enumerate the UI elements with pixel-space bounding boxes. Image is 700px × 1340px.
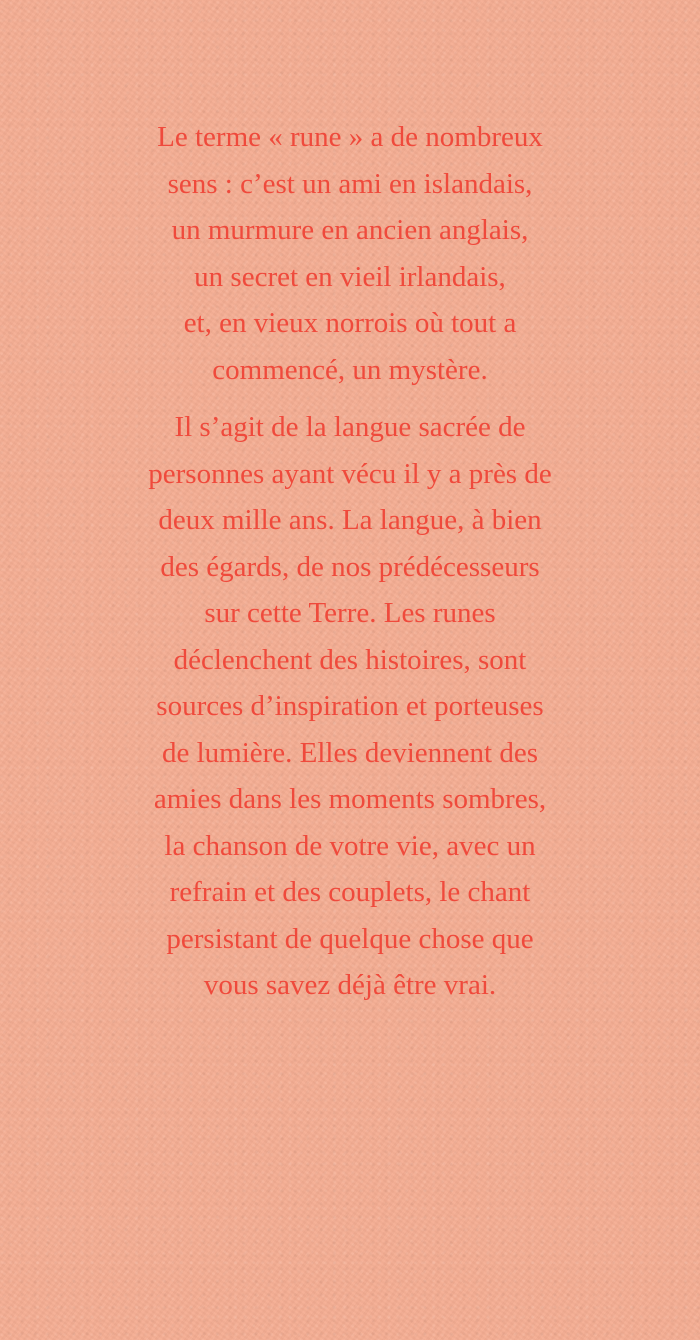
text-line: persistant de quelque chose que: [166, 922, 534, 955]
text-line: deux mille ans. La langue, à bien: [158, 504, 542, 536]
text-line: amies dans les moments sombres,: [153, 783, 547, 815]
text-line: vous savez déjà être vrai.: [203, 969, 497, 1001]
text-line: un secret en vieil irlandais,: [194, 260, 506, 293]
paragraph-1: [100, 114, 600, 393]
text-line: de lumière. Elles deviennent des: [161, 736, 539, 769]
text-line: déclenchent des histoires, sont: [173, 643, 527, 676]
paragraph-2: [100, 404, 600, 1009]
text-line: Le terme « rune » a de nombreux: [157, 121, 543, 153]
text-block: [100, 114, 600, 1020]
text-line: sur cette Terre. Les runes: [204, 597, 496, 629]
text-line: personnes ayant vécu il y a près de: [148, 457, 552, 490]
text-line: commencé, un mystère.: [212, 353, 488, 386]
text-line: sources d’inspiration et porteuses: [156, 690, 544, 722]
text-line: la chanson de votre vie, avec un: [164, 829, 536, 862]
text-line: un murmure en ancien anglais,: [171, 214, 529, 246]
text-line: sens : c’est un ami en islandais,: [167, 167, 533, 200]
text-line: Il s’agit de la langue sacrée de: [174, 411, 526, 443]
text-line: des égards, de nos prédécesseurs: [160, 550, 540, 583]
text-line: et, en vieux norrois où tout a: [183, 307, 517, 339]
text-line: refrain et des couplets, le chant: [169, 876, 531, 908]
